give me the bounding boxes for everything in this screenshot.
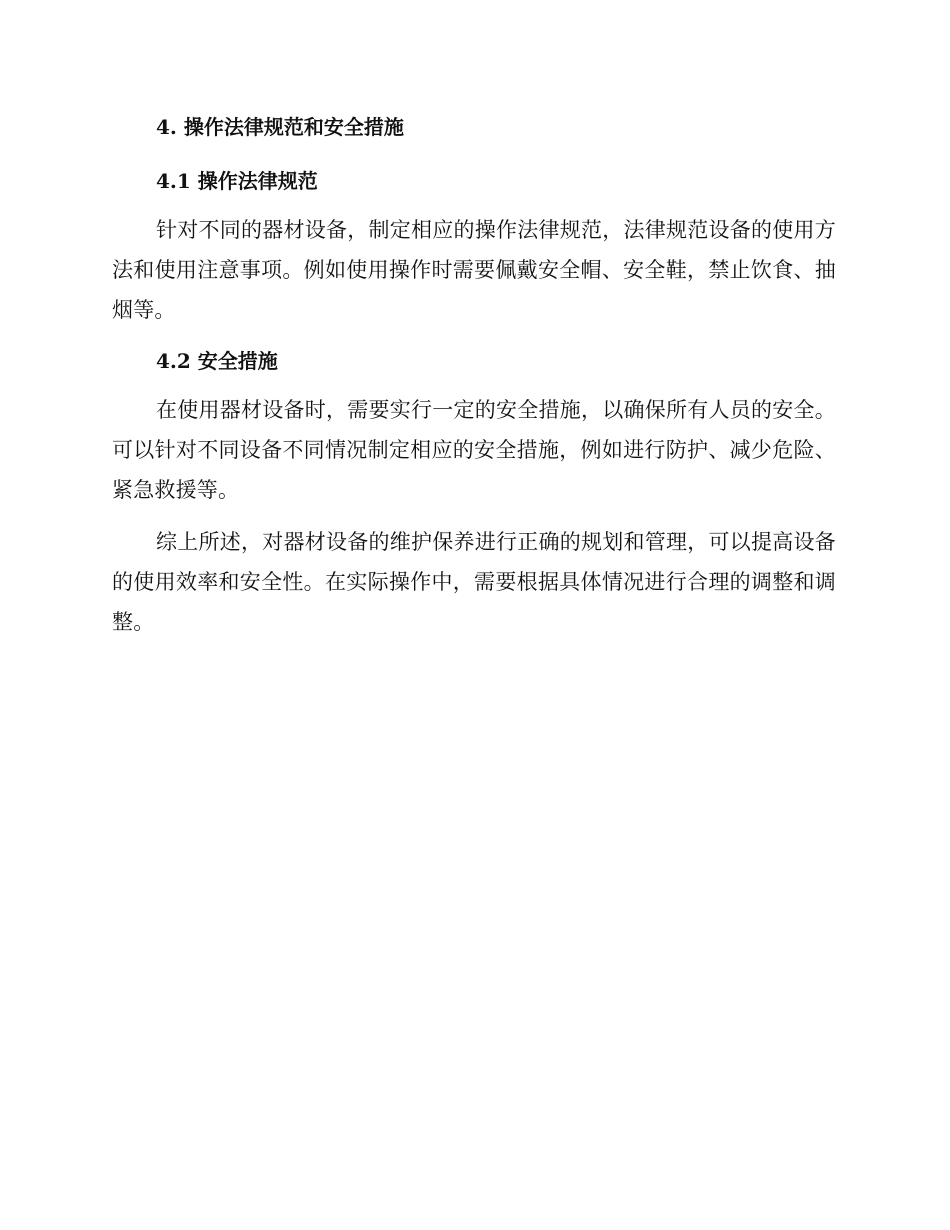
- subsection-heading-4-2: 4.2 安全措施: [156, 349, 278, 373]
- paragraph-safety-measures: 在使用器材设备时，需要实行一定的安全措施，以确保所有人员的安全。可以针对不同设备不同情况制定相应的安全措施，例如进行防护、减少危险、紧急救援等。: [112, 398, 836, 502]
- subsection-heading-4-1: 4.1 操作法律规范: [156, 169, 318, 193]
- document-body: [112, 108, 836, 654]
- paragraph-operation-rules: 针对不同的器材设备，制定相应的操作法律规范，法律规范设备的使用方法和使用注意事项。例如使用操作时需要佩戴安全帽、安全鞋，禁止饮食、抽烟等。: [112, 218, 836, 322]
- paragraph-conclusion: 综上所述，对器材设备的维护保养进行正确的规划和管理，可以提高设备的使用效率和安全性。在实际操作中，需要根据具体情况进行合理的调整和调整。: [112, 530, 836, 634]
- section-heading: 4. 操作法律规范和安全措施: [156, 115, 404, 139]
